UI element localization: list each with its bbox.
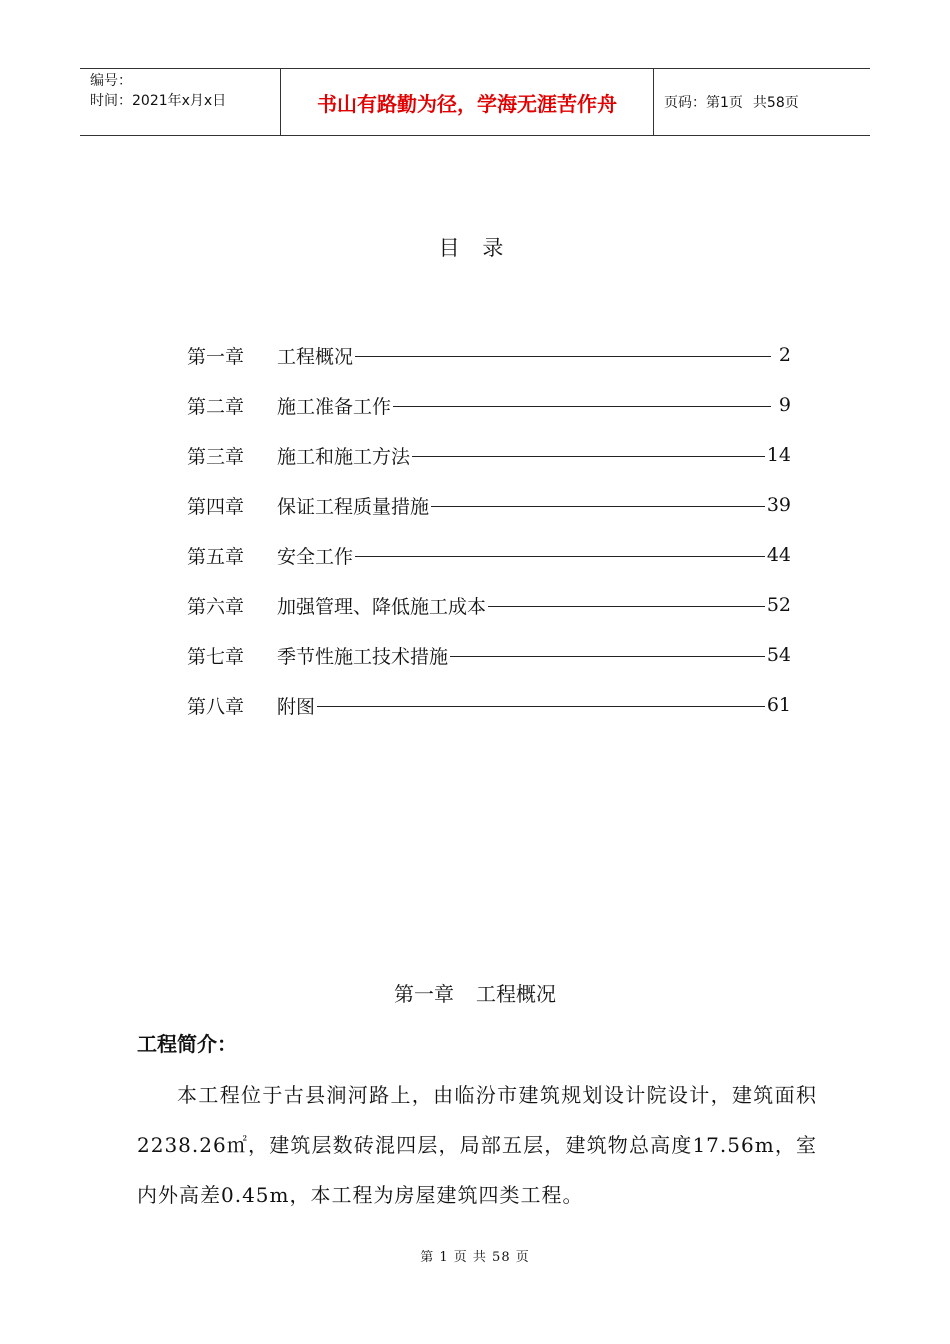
toc-page: 52: [766, 594, 791, 616]
toc-leader: [412, 456, 765, 457]
toc-chapter: 第五章: [187, 545, 245, 568]
toc-name: 保证工程质量措施: [277, 495, 430, 518]
toc-item[interactable]: [187, 330, 791, 380]
toc-page: 14: [766, 444, 791, 466]
toc-page: 54: [766, 644, 791, 666]
toc-item[interactable]: [187, 680, 791, 730]
toc-name: 安全工作: [277, 545, 354, 568]
toc-chapter: 第四章: [187, 495, 245, 518]
body-paragraph: 本工程位于古县涧河路上，由临汾市建筑规划设计院设计，建筑面积2238.26㎡，建筑层数砖混四层，局部五层，建筑物总高度17.56m，室内外高差0.45m，本工程为房屋建筑四类工程。: [137, 1083, 817, 1207]
toc-leader: [488, 606, 765, 607]
toc-item[interactable]: [187, 530, 791, 580]
toc-chapter: 第七章: [187, 645, 245, 668]
header-total-pages: 共58页: [752, 95, 799, 111]
toc-page: 9: [778, 394, 791, 416]
toc-name: 加强管理、降低施工成本: [277, 595, 487, 618]
toc-leader: [317, 706, 765, 707]
table-of-contents: [187, 330, 791, 730]
toc-page: 39: [766, 494, 791, 516]
toc-leader: [450, 656, 765, 657]
section-heading: 工程简介：: [137, 1032, 237, 1056]
chapter-heading: [0, 978, 950, 1007]
toc-page: 61: [766, 694, 791, 716]
header-motto: 书山有路勤为径，学海无涯苦作舟: [281, 69, 654, 135]
toc-name: 季节性施工技术措施: [277, 645, 449, 668]
page-header: [80, 68, 870, 136]
toc-page: 44: [766, 544, 791, 566]
toc-leader: [431, 506, 765, 507]
chapter-title: 工程概况: [476, 982, 556, 1006]
toc-item[interactable]: [187, 430, 791, 480]
toc-name: 工程概况: [277, 345, 354, 368]
toc-page: 2: [778, 344, 791, 366]
toc-chapter: 第一章: [187, 345, 245, 368]
toc-chapter: 第三章: [187, 445, 245, 468]
toc-item[interactable]: [187, 380, 791, 430]
toc-chapter: 第八章: [187, 695, 245, 718]
toc-name: 附图: [277, 695, 316, 718]
toc-name: 施工和施工方法: [277, 445, 411, 468]
chapter-label: 第一章: [394, 982, 454, 1006]
document-number: 编号：: [90, 73, 132, 89]
toc-leader: [355, 356, 771, 357]
toc-chapter: 第六章: [187, 595, 245, 618]
toc-leader: [393, 406, 771, 407]
header-page-info: [654, 69, 870, 135]
toc-chapter: 第二章: [187, 395, 245, 418]
toc-title: 目 录: [438, 236, 512, 260]
toc-item[interactable]: [187, 630, 791, 680]
document-time: 时间：2021年x月x日: [90, 93, 227, 109]
toc-item[interactable]: [187, 480, 791, 530]
header-page-number: 页码：第1页: [664, 95, 743, 111]
page-footer: 第 1 页 共 58 页: [420, 1250, 530, 1265]
toc-item[interactable]: [187, 580, 791, 630]
toc-leader: [355, 556, 765, 557]
header-meta: [80, 69, 281, 135]
toc-name: 施工准备工作: [277, 395, 392, 418]
